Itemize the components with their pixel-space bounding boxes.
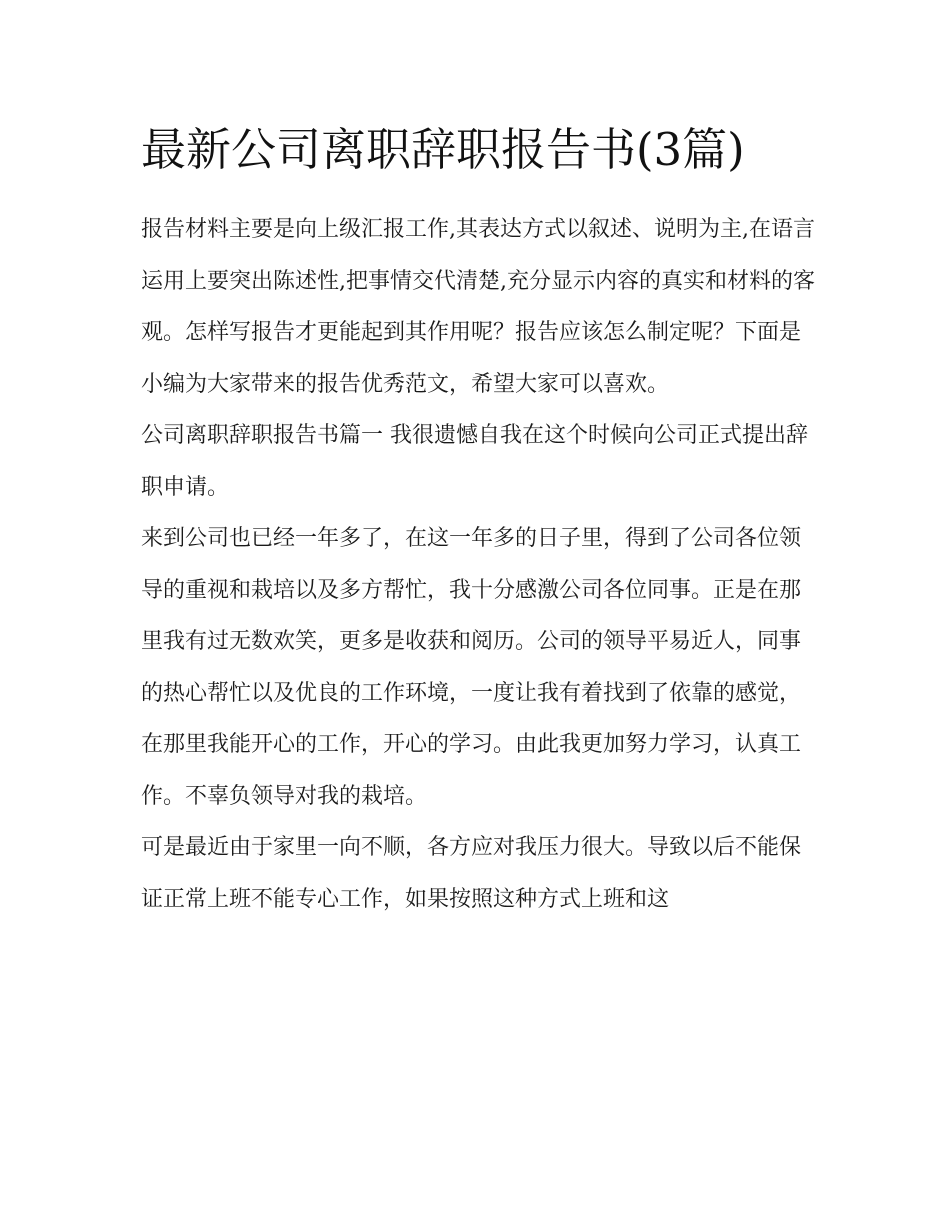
paragraph-body-reason: 可是最近由于家里一向不顺，各方应对我压力很大。导致以后不能保证正常上班不能专心工作，如果按照这种方式上班和这 [141,835,802,912]
paragraph-body-gratitude: 来到公司也已经一年多了，在这一年多的日子里，得到了公司各位领导的重视和栽培以及多方帮忙，我十分感激公司各位同事。正是在那里我有过无数欢笑，更多是收获和阅历。公司的领导平易近人，同事的热心帮忙以及优良的工作环境，一度让我有着找到了依靠的感觉，在那里我能开心的工作，开心的学习。由此我更加努力学习，认真工作。不辜负领导对我的栽培。 [141,526,802,809]
document-title: 最新公司离职辞职报告书(3篇) [141,123,745,176]
title-spacer [141,188,816,204]
document-body [141,112,816,925]
paragraph-intro: 报告材料主要是向上级汇报工作,其表达方式以叙述、说明为主,在语言运用上要突出陈述性,把事情交代清楚,充分显示内容的真实和材料的客观。怎样写报告才更能起到其作用呢？报告应该怎么制定呢？下面是小编为大家带来的报告优秀范文，希望大家可以喜欢。 [141,217,815,397]
paragraph-section-one-heading: 公司离职辞职报告书篇一 我很遗憾自我在这个时候向公司正式提出辞职申请。 [141,423,808,500]
